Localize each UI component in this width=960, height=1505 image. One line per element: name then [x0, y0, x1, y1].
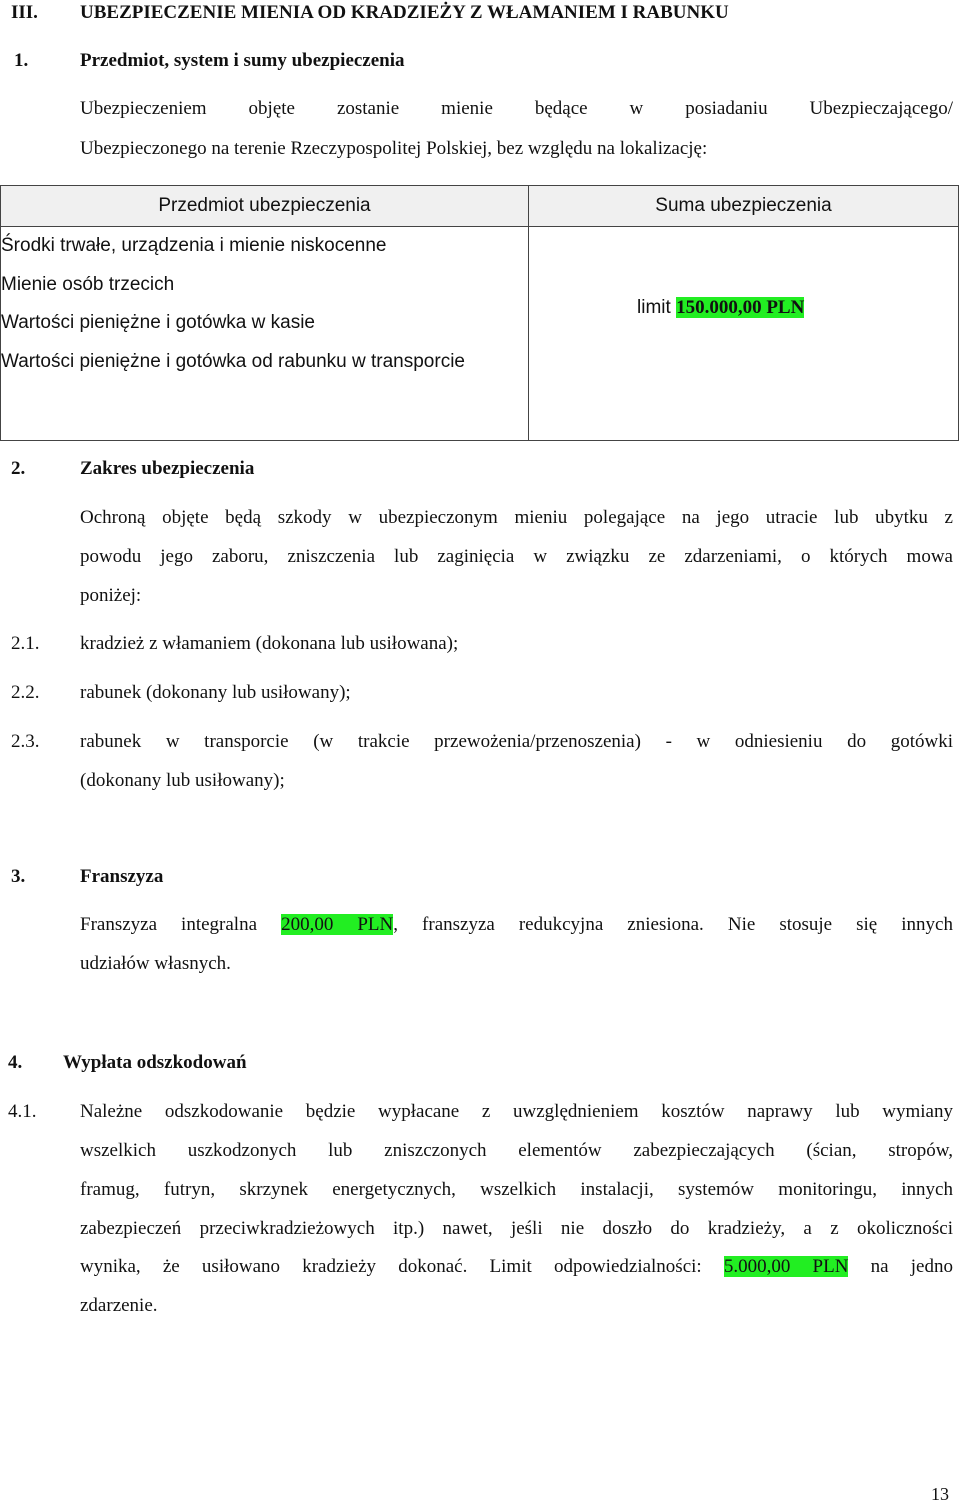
item-number: 2.1.: [11, 633, 40, 654]
item-text-cont: (dokonany lub usiłowany);: [80, 770, 285, 791]
section4-line6: zdarzenie.: [80, 1295, 158, 1316]
section2-para-line2: powodu jego zaboru, zniszczenia lub zaginięcia w związku ze zdarzeniami, o których mowa: [80, 546, 953, 567]
section1-number: 1.: [14, 50, 29, 71]
item-text: rabunek w transporcie (w trakcie przewożenia/przenoszenia) - w odniesieniu do gotówki: [80, 731, 953, 752]
table-sum-cell: [529, 227, 959, 441]
section4-line5: [80, 1256, 953, 1278]
limit-prefix: limit: [637, 297, 671, 318]
table-header-sum: Suma ubezpieczenia: [529, 186, 959, 227]
section3-line2: udziałów własnych.: [80, 953, 231, 974]
section3-line1: [80, 914, 953, 936]
franchise-value: 200,00 PLN: [281, 914, 394, 935]
section2-number: 2.: [11, 458, 26, 479]
limit-value: 150.000,00 PLN: [676, 297, 805, 318]
section3-number: 3.: [11, 866, 26, 887]
table-item: Środki trwałe, urządzenia i mienie niskocenne: [1, 235, 387, 256]
table-items-cell: [1, 227, 529, 441]
section2-para-line3: poniżej:: [80, 585, 142, 606]
item-text: rabunek (dokonany lub usiłowany);: [80, 682, 351, 703]
chapter-title: UBEZPIECZENIE MIENIA OD KRADZIEŻY Z WŁAMANIEM I RABUNKU: [80, 2, 729, 23]
limit-text-before: wynika, że usiłowano kradzieży dokonać. Limit odpowiedzialności:: [80, 1256, 724, 1277]
table-item: Mienie osób trzecich: [1, 273, 175, 295]
section3-title: Franszyza: [80, 866, 164, 887]
table-header-subject: Przedmiot ubezpieczenia: [1, 186, 529, 227]
section2-title: Zakres ubezpieczenia: [80, 458, 255, 479]
section2-para-line1: Ochroną objęte będą szkody w ubezpieczonym mieniu polegające na jego utracie lub ubytku z: [80, 507, 953, 528]
table-item: Wartości pieniężne i gotówka w kasie: [1, 312, 315, 333]
section1-intro-line2: Ubezpieczonego na terenie Rzeczypospolitej Polskiej, bez względu na lokalizację:: [80, 138, 708, 159]
table-item: Wartości pieniężne i gotówka od rabunku w transporcie: [1, 350, 465, 372]
franchise-text-after: , franszyza redukcyjna zniesiona. Nie stosuje się innych: [393, 914, 953, 935]
item-number: 2.2.: [11, 682, 40, 703]
section1-title: Przedmiot, system i sumy ubezpieczenia: [80, 50, 405, 71]
chapter-number: III.: [11, 2, 38, 23]
item-number: 4.1.: [8, 1101, 37, 1122]
item-text: kradzież z włamaniem (dokonana lub usiłowana);: [80, 633, 459, 654]
limit-text-after: na jedno: [848, 1256, 953, 1277]
insurance-table: [0, 185, 959, 441]
page-number: 13: [931, 1484, 949, 1504]
section4-line: Należne odszkodowanie będzie wypłacane z uwzględnieniem kosztów naprawy lub wymiany: [80, 1101, 953, 1122]
section4-title: Wypłata odszkodowań: [63, 1052, 247, 1073]
section4-line: zabezpieczeń przeciwkradzieżowych itp.) nawet, jeśli nie doszło do kradzieży, a z okoliczności: [80, 1218, 953, 1239]
section1-intro-line1: Ubezpieczeniem objęte zostanie mienie będące w posiadaniu Ubezpieczającego/: [80, 98, 953, 119]
liability-limit-value: 5.000,00 PLN: [723, 1256, 849, 1277]
section4-line: framug, futryn, skrzynek energetycznych, wszelkich instalacji, systemów monitoringu, innych: [80, 1179, 953, 1200]
section4-line: wszelkich uszkodzonych lub zniszczonych elementów zabezpieczających (ścian, stropów,: [80, 1140, 953, 1161]
franchise-text-before: Franszyza integralna: [80, 914, 282, 935]
item-number: 2.3.: [11, 731, 40, 752]
section4-number: 4.: [8, 1052, 23, 1073]
